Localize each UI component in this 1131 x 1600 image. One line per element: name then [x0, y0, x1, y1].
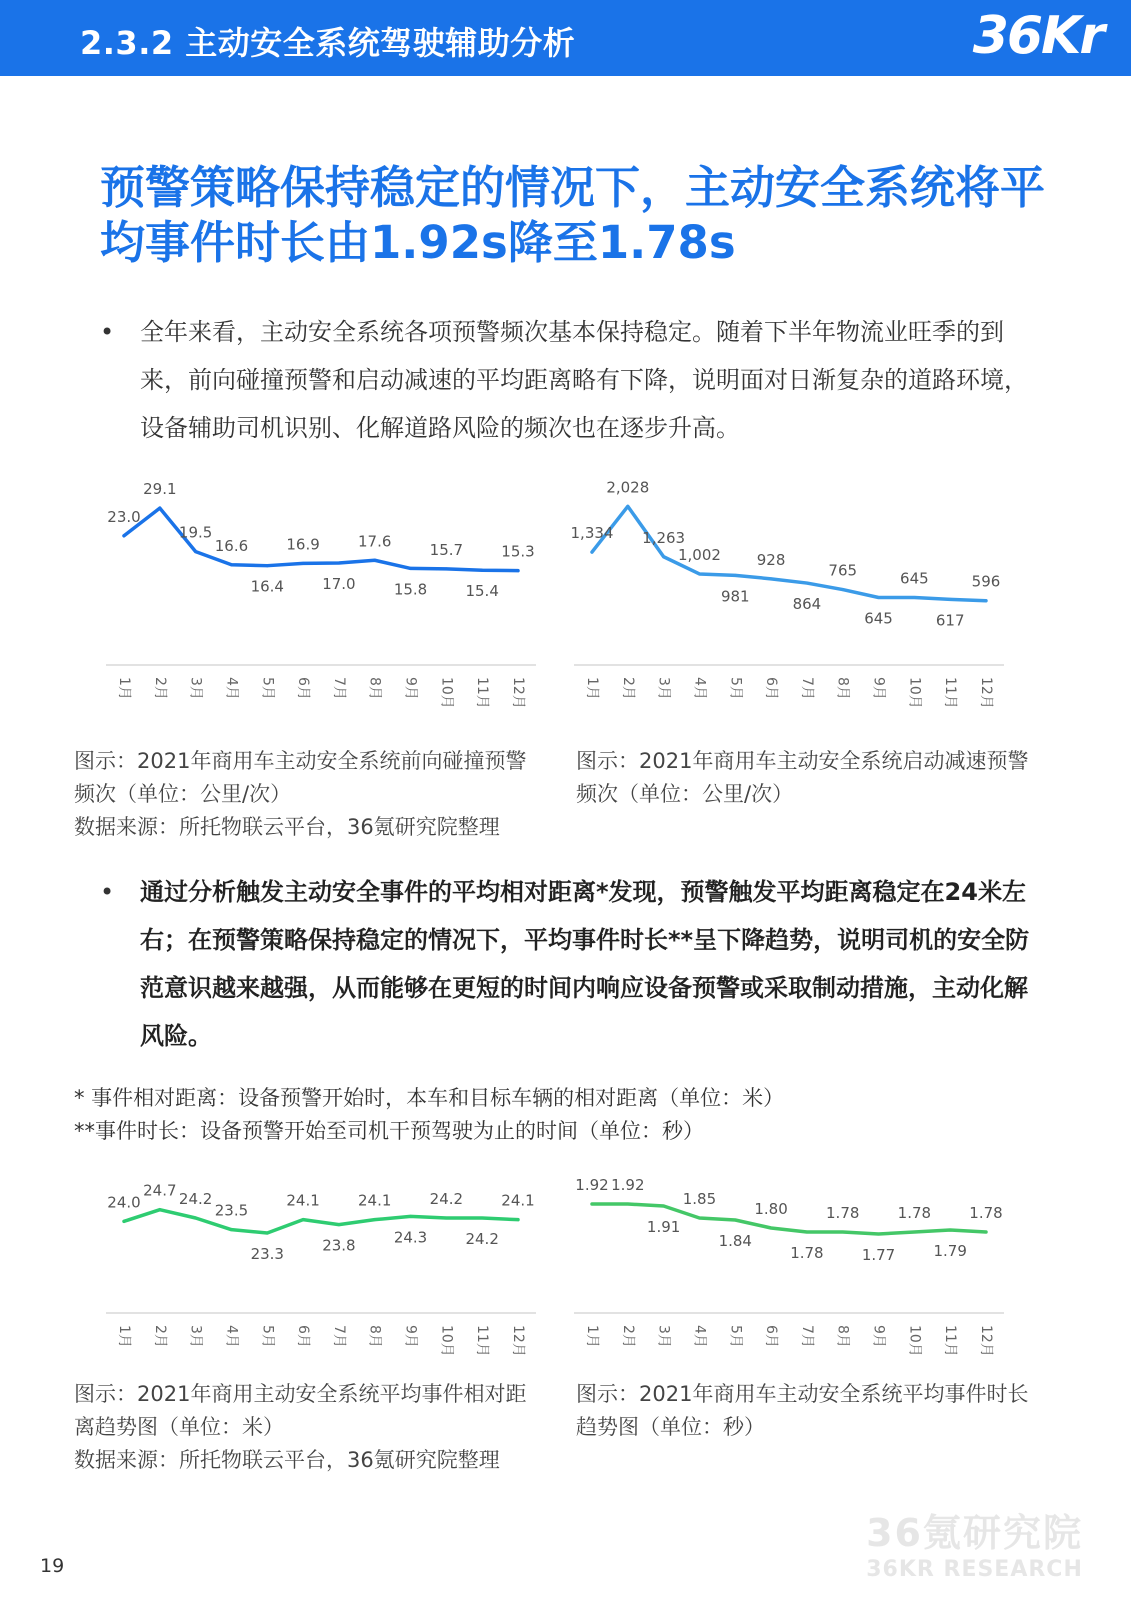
data-label: 645 [864, 609, 893, 628]
note-1: * 事件相对距离：设备预警开始时，本车和目标车辆的相对距离（单位：米） [74, 1086, 785, 1110]
x-tick-label: 5月 [259, 1325, 276, 1348]
data-point [481, 569, 484, 572]
data-point [517, 569, 520, 572]
x-tick-label: 3月 [655, 1325, 672, 1348]
data-label: 596 [971, 572, 1001, 591]
data-label: 23.0 [107, 507, 141, 526]
data-point [877, 1233, 880, 1236]
x-tick-label: 1月 [584, 677, 600, 700]
caption-chart-4-title: 图示：2021年商用车主动安全系统平均事件时长趋势图（单位：秒） [576, 1382, 1029, 1439]
data-label: 24.0 [107, 1193, 141, 1212]
caption-chart-2-title: 图示：2021年商用车主动安全系统启动减速预警频次（单位：公里/次） [576, 749, 1029, 806]
data-label: 1.92 [575, 1176, 609, 1194]
x-tick-label: 1月 [116, 677, 132, 700]
data-label: 29.1 [143, 480, 177, 499]
data-point [841, 588, 844, 591]
data-label: 1.78 [790, 1244, 824, 1262]
data-label: 1.79 [933, 1242, 967, 1260]
x-tick-label: 1月 [584, 1325, 600, 1348]
x-tick-label: 10月 [438, 677, 455, 709]
chart-deceleration-svg [556, 455, 1026, 725]
data-point [123, 1220, 126, 1223]
paragraph-2-text: 通过分析触发主动安全事件的平均相对距离*发现，预警触发平均距离稳定在24米左右；在预警策略保持稳定的情况下，平均事件时长**呈下降趋势，说明司机的安全防范意识越来越强，从而能够在更短的时间内响应设备预警或采取制动措施，主动化解风险。 [140, 878, 1030, 1050]
chart-relative-distance [88, 1148, 558, 1373]
x-tick-label: 10月 [906, 677, 923, 709]
data-point [591, 551, 594, 554]
data-point [302, 562, 305, 565]
data-point [949, 598, 952, 601]
data-point [230, 563, 233, 566]
data-point [805, 582, 808, 585]
chart-event-duration-svg [556, 1148, 1026, 1373]
data-label: 15.3 [501, 542, 535, 561]
data-point [194, 550, 197, 553]
chart-relative-distance-svg [88, 1148, 558, 1373]
paragraph-1 [100, 308, 1030, 452]
data-label: 864 [792, 595, 822, 614]
data-point [337, 561, 340, 564]
data-label: 1.85 [682, 1190, 717, 1208]
x-tick-label: 12月 [978, 677, 994, 709]
data-label: 1.77 [861, 1246, 896, 1264]
x-tick-label: 7月 [330, 1325, 347, 1348]
data-point [662, 1205, 665, 1208]
data-label: 1.91 [646, 1218, 681, 1236]
data-point [445, 1217, 448, 1220]
x-tick-label: 5月 [727, 1325, 744, 1348]
x-tick-label: 9月 [870, 1325, 887, 1348]
data-label: 24.2 [429, 1190, 464, 1208]
data-point [734, 574, 737, 577]
data-point [913, 1231, 916, 1234]
x-tick-label: 8月 [834, 1325, 851, 1348]
chart-forward-collision-svg [88, 455, 558, 725]
data-point [409, 1215, 412, 1218]
data-point [373, 1218, 376, 1221]
data-point [698, 1217, 701, 1220]
data-label: 16.6 [214, 536, 249, 555]
x-tick-label: 2月 [151, 1325, 168, 1348]
section-title: 2.3.2 主动安全系统驾驶辅助分析 [80, 24, 576, 62]
caption-chart-3 [74, 1378, 534, 1477]
data-point [770, 1227, 773, 1230]
data-label: 928 [756, 550, 786, 569]
data-label: 23.5 [214, 1201, 249, 1220]
data-label: 1,263 [642, 528, 686, 547]
data-label: 15.7 [429, 540, 464, 559]
data-label: 1.84 [718, 1232, 752, 1250]
data-label: 15.4 [465, 582, 499, 601]
bullet-2: • [100, 878, 115, 906]
data-point [123, 534, 126, 537]
data-point [913, 596, 916, 599]
notes [74, 1082, 784, 1148]
caption-chart-1 [74, 745, 534, 844]
caption-chart-1-source: 数据来源：所托物联云平台，36氪研究院整理 [74, 815, 500, 839]
chart-forward-collision [88, 455, 558, 725]
chart-deceleration [556, 455, 1026, 725]
paragraph-2 [100, 868, 1030, 1060]
x-tick-label: 6月 [295, 677, 312, 700]
data-label: 23.3 [250, 1245, 284, 1263]
x-tick-label: 11月 [474, 677, 491, 709]
x-tick-label: 2月 [151, 677, 168, 700]
x-tick-label: 3月 [187, 1325, 204, 1348]
x-tick-label: 6月 [763, 677, 780, 700]
data-point [445, 567, 448, 570]
data-label: 17.0 [322, 574, 356, 593]
watermark [866, 1502, 1083, 1582]
caption-chart-2 [576, 745, 1036, 811]
data-point [302, 1218, 305, 1221]
data-label: 981 [720, 587, 750, 606]
data-label: 24.2 [465, 1230, 499, 1248]
x-tick-label: 12月 [510, 1325, 526, 1357]
data-point [517, 1218, 520, 1221]
data-label: 24.1 [286, 1191, 320, 1210]
data-label: 23.8 [322, 1236, 356, 1255]
x-tick-label: 4月 [691, 677, 708, 700]
x-tick-label: 5月 [727, 677, 744, 700]
data-point [949, 1229, 952, 1232]
watermark-cn: 36氪研究院 [866, 1511, 1083, 1555]
data-point [158, 507, 161, 510]
data-point [481, 1217, 484, 1220]
data-label: 1.78 [826, 1204, 860, 1222]
x-tick-label: 4月 [223, 677, 240, 700]
data-point [373, 559, 376, 562]
data-point [266, 1232, 269, 1235]
data-point [626, 1203, 629, 1206]
data-point [662, 555, 665, 558]
data-label: 24.3 [393, 1228, 428, 1247]
note-2: **事件时长：设备预警开始至司机干预驾驶为止的时间（单位：秒） [74, 1119, 704, 1143]
x-tick-label: 7月 [798, 677, 815, 700]
data-point [877, 596, 880, 599]
data-point [985, 599, 988, 602]
x-tick-label: 10月 [906, 1325, 923, 1357]
x-tick-label: 3月 [655, 677, 672, 700]
data-label: 24.7 [143, 1181, 177, 1200]
data-label: 15.8 [393, 580, 428, 599]
x-tick-label: 4月 [223, 1325, 240, 1348]
x-tick-label: 6月 [763, 1325, 780, 1348]
x-tick-label: 4月 [691, 1325, 708, 1348]
data-point [158, 1208, 161, 1211]
paragraph-1-text: 全年来看，主动安全系统各项预警频次基本保持稳定。随着下半年物流业旺季的到来，前向碰撞预警和启动减速的平均距离略有下降，说明面对日渐复杂的道路环境，设备辅助司机识别、化解道路风险的频次也在逐步升高。 [140, 318, 1028, 442]
x-tick-label: 9月 [402, 677, 419, 700]
data-label: 1.78 [897, 1204, 932, 1222]
x-tick-label: 3月 [187, 677, 204, 700]
data-point [626, 505, 629, 508]
headline: 预警策略保持稳定的情况下，主动安全系统将平均事件时长由1.92s降至1.78s [100, 161, 1046, 269]
x-tick-label: 2月 [619, 677, 636, 700]
caption-chart-4 [576, 1378, 1036, 1444]
caption-chart-1-title: 图示：2021年商用车主动安全系统前向碰撞预警频次（单位：公里/次） [74, 749, 527, 806]
x-tick-label: 11月 [942, 1325, 959, 1357]
data-label: 645 [900, 569, 929, 588]
data-point [698, 572, 701, 575]
chart-event-duration [556, 1148, 1026, 1373]
data-label: 2,028 [606, 478, 650, 497]
data-point [230, 1228, 233, 1231]
x-tick-label: 11月 [942, 677, 959, 709]
page-number: 19 [40, 1555, 65, 1577]
x-tick-label: 2月 [619, 1325, 636, 1348]
data-label: 19.5 [178, 523, 213, 542]
x-tick-label: 9月 [402, 1325, 419, 1348]
data-label: 16.4 [250, 577, 284, 596]
data-point [734, 1219, 737, 1222]
header-bar [0, 0, 1131, 76]
x-tick-label: 12月 [510, 677, 526, 709]
data-label: 1.78 [969, 1204, 1003, 1222]
data-label: 765 [828, 561, 858, 580]
data-label: 16.9 [286, 535, 320, 554]
data-point [770, 577, 773, 580]
data-point [194, 1217, 197, 1220]
data-label: 1,334 [570, 524, 614, 543]
x-tick-label: 8月 [366, 677, 383, 700]
data-point [337, 1223, 340, 1226]
x-tick-label: 8月 [366, 1325, 383, 1348]
data-point [591, 1203, 594, 1206]
x-tick-label: 10月 [438, 1325, 455, 1357]
data-point [409, 567, 412, 570]
data-point [266, 564, 269, 567]
x-tick-label: 12月 [978, 1325, 994, 1357]
data-label: 1,002 [677, 545, 721, 564]
brand-logo: 36Kr [972, 6, 1103, 66]
x-tick-label: 7月 [330, 677, 347, 700]
x-tick-label: 8月 [834, 677, 851, 700]
data-point [805, 1231, 808, 1234]
data-label: 17.6 [358, 532, 392, 551]
data-label: 24.1 [501, 1191, 535, 1210]
watermark-en: 36KR RESEARCH [866, 1557, 1083, 1582]
series-line [124, 1210, 518, 1233]
x-tick-label: 6月 [295, 1325, 312, 1348]
caption-chart-3-title: 图示：2021年商用主动安全系统平均事件相对距离趋势图（单位：米） [74, 1382, 527, 1439]
data-label: 1.80 [754, 1200, 788, 1218]
data-label: 24.2 [178, 1190, 213, 1208]
data-label: 617 [935, 611, 965, 630]
x-tick-label: 1月 [116, 1325, 132, 1348]
caption-chart-3-source: 数据来源：所托物联云平台，36氪研究院整理 [74, 1448, 500, 1472]
x-tick-label: 7月 [798, 1325, 815, 1348]
x-tick-label: 5月 [259, 677, 276, 700]
data-label: 1.92 [611, 1176, 645, 1194]
data-point [841, 1231, 844, 1234]
x-tick-label: 9月 [870, 677, 887, 700]
bullet-1: • [100, 318, 115, 346]
data-point [985, 1231, 988, 1234]
x-tick-label: 11月 [474, 1325, 491, 1357]
data-label: 24.1 [358, 1191, 392, 1210]
